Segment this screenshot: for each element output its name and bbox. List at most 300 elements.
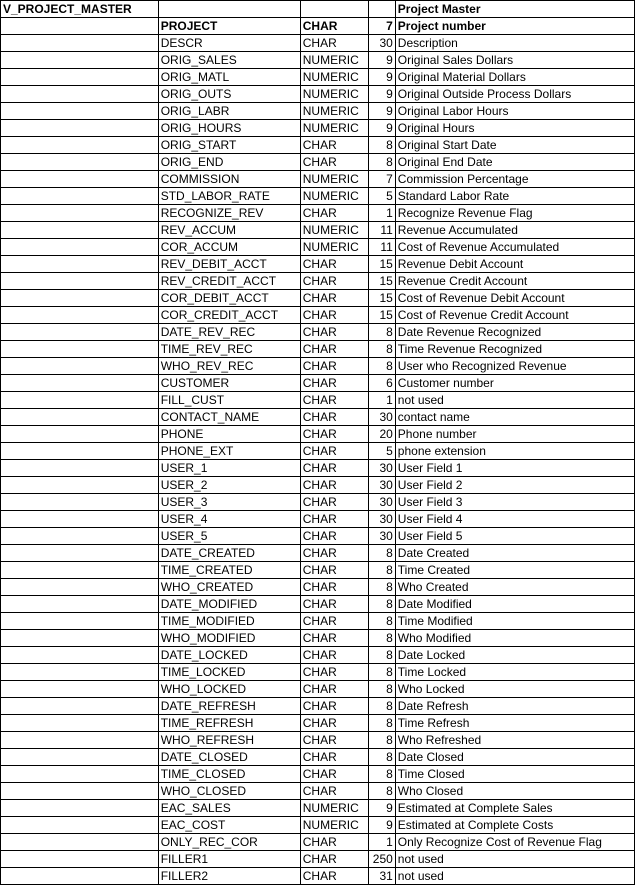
- table-name-cell-empty[interactable]: [1, 426, 159, 443]
- table-name-cell-empty[interactable]: [1, 52, 159, 69]
- field-type-cell[interactable]: CHAR: [300, 664, 368, 681]
- field-type-cell[interactable]: CHAR: [300, 749, 368, 766]
- field-name-cell[interactable]: FILL_CUST: [158, 392, 300, 409]
- field-type-cell[interactable]: CHAR: [300, 766, 368, 783]
- field-type-cell[interactable]: NUMERIC: [300, 239, 368, 256]
- field-length-cell[interactable]: 15: [368, 290, 395, 307]
- table-name-cell-empty[interactable]: [1, 188, 159, 205]
- field-description-cell[interactable]: Original Labor Hours: [395, 103, 634, 120]
- field-name-cell[interactable]: USER_3: [158, 494, 300, 511]
- table-name-cell-empty[interactable]: [1, 86, 159, 103]
- field-name-cell[interactable]: ORIG_OUTS: [158, 86, 300, 103]
- table-name-cell-empty[interactable]: [1, 137, 159, 154]
- field-type-cell[interactable]: CHAR: [300, 783, 368, 800]
- field-name-cell[interactable]: DATE_CLOSED: [158, 749, 300, 766]
- table-name-cell-empty[interactable]: [1, 851, 159, 868]
- field-type-cell[interactable]: NUMERIC: [300, 171, 368, 188]
- field-length-cell[interactable]: 1: [368, 205, 395, 222]
- field-description-cell[interactable]: Cost of Revenue Debit Account: [395, 290, 634, 307]
- field-description-cell[interactable]: Date Refresh: [395, 698, 634, 715]
- table-row: [1, 477, 635, 494]
- field-name-cell[interactable]: TIME_REV_REC: [158, 341, 300, 358]
- field-description-cell[interactable]: User Field 5: [395, 528, 634, 545]
- table-name-cell-empty[interactable]: [1, 443, 159, 460]
- field-type-cell[interactable]: CHAR: [300, 341, 368, 358]
- field-description-cell[interactable]: User Field 3: [395, 494, 634, 511]
- table-row: [1, 596, 635, 613]
- field-type-cell[interactable]: CHAR: [300, 375, 368, 392]
- field-length-cell[interactable]: 9: [368, 86, 395, 103]
- field-length-cell[interactable]: 8: [368, 647, 395, 664]
- table-row: [1, 273, 635, 290]
- table-name-cell-empty[interactable]: [1, 69, 159, 86]
- field-description-cell[interactable]: Date Locked: [395, 647, 634, 664]
- field-description-cell[interactable]: User Field 2: [395, 477, 634, 494]
- field-name-cell[interactable]: ORIG_HOURS: [158, 120, 300, 137]
- field-name-cell[interactable]: USER_2: [158, 477, 300, 494]
- field-length-cell[interactable]: 30: [368, 35, 395, 52]
- table-row: [1, 698, 635, 715]
- field-description-cell[interactable]: Standard Labor Rate: [395, 188, 634, 205]
- field-description-cell[interactable]: Who Locked: [395, 681, 634, 698]
- field-length-cell[interactable]: 7: [368, 18, 395, 35]
- table-row: [1, 205, 635, 222]
- table-row: [1, 443, 635, 460]
- field-length-cell[interactable]: 9: [368, 52, 395, 69]
- field-description-cell[interactable]: Revenue Credit Account: [395, 273, 634, 290]
- field-name-cell[interactable]: ORIG_LABR: [158, 103, 300, 120]
- table-name-cell-empty[interactable]: [1, 460, 159, 477]
- field-description-cell[interactable]: Description: [395, 35, 634, 52]
- field-name-cell[interactable]: DATE_REFRESH: [158, 698, 300, 715]
- field-description-cell[interactable]: Cost of Revenue Accumulated: [395, 239, 634, 256]
- table-name-cell-empty[interactable]: [1, 783, 159, 800]
- field-name-cell[interactable]: USER_4: [158, 511, 300, 528]
- table-name-cell-empty[interactable]: [1, 256, 159, 273]
- field-name-cell[interactable]: WHO_CREATED: [158, 579, 300, 596]
- field-type-cell[interactable]: CHAR: [300, 851, 368, 868]
- field-name-cell[interactable]: PHONE_EXT: [158, 443, 300, 460]
- empty-cell[interactable]: [368, 1, 395, 18]
- field-description-cell[interactable]: Time Created: [395, 562, 634, 579]
- field-length-cell[interactable]: 15: [368, 256, 395, 273]
- field-description-cell[interactable]: Only Recognize Cost of Revenue Flag: [395, 834, 634, 851]
- field-type-cell[interactable]: NUMERIC: [300, 86, 368, 103]
- table-name-cell-empty[interactable]: [1, 477, 159, 494]
- field-name-cell[interactable]: REV_DEBIT_ACCT: [158, 256, 300, 273]
- field-description-cell[interactable]: phone extension: [395, 443, 634, 460]
- table-row: [1, 120, 635, 137]
- field-name-cell[interactable]: ORIG_END: [158, 154, 300, 171]
- table-name-cell-empty[interactable]: [1, 732, 159, 749]
- table-row: [1, 188, 635, 205]
- field-description-cell[interactable]: Commission Percentage: [395, 171, 634, 188]
- field-type-cell[interactable]: CHAR: [300, 477, 368, 494]
- field-description-cell[interactable]: Cost of Revenue Credit Account: [395, 307, 634, 324]
- field-description-cell[interactable]: Time Refresh: [395, 715, 634, 732]
- field-length-cell[interactable]: 9: [368, 103, 395, 120]
- field-name-cell[interactable]: TIME_CREATED: [158, 562, 300, 579]
- field-name-cell[interactable]: USER_5: [158, 528, 300, 545]
- table-row: [1, 834, 635, 851]
- field-description-cell[interactable]: Time Revenue Recognized: [395, 341, 634, 358]
- field-description-cell[interactable]: Phone number: [395, 426, 634, 443]
- table-row: [1, 579, 635, 596]
- table-row: [1, 545, 635, 562]
- table-name-cell-empty[interactable]: [1, 494, 159, 511]
- field-length-cell[interactable]: 8: [368, 545, 395, 562]
- table-row: [1, 69, 635, 86]
- field-description-cell[interactable]: not used: [395, 868, 634, 885]
- table-name-cell-empty[interactable]: [1, 358, 159, 375]
- field-name-cell[interactable]: PROJECT: [158, 18, 300, 35]
- table-row: [1, 171, 635, 188]
- table-row: [1, 681, 635, 698]
- field-length-cell[interactable]: 30: [368, 409, 395, 426]
- field-type-cell[interactable]: CHAR: [300, 290, 368, 307]
- table-name-cell-empty[interactable]: [1, 715, 159, 732]
- field-description-cell[interactable]: Revenue Accumulated: [395, 222, 634, 239]
- field-length-cell[interactable]: 8: [368, 766, 395, 783]
- table-name-cell-empty[interactable]: [1, 868, 159, 885]
- field-length-cell[interactable]: 1: [368, 834, 395, 851]
- table-row: [1, 392, 635, 409]
- field-type-cell[interactable]: CHAR: [300, 18, 368, 35]
- field-name-cell[interactable]: WHO_CLOSED: [158, 783, 300, 800]
- table-row: [1, 783, 635, 800]
- field-type-cell[interactable]: CHAR: [300, 562, 368, 579]
- field-length-cell[interactable]: 30: [368, 528, 395, 545]
- field-length-cell[interactable]: 6: [368, 375, 395, 392]
- table-name-cell-empty[interactable]: [1, 392, 159, 409]
- field-description-cell[interactable]: Original Sales Dollars: [395, 52, 634, 69]
- field-description-cell[interactable]: Date Created: [395, 545, 634, 562]
- table-row: [1, 851, 635, 868]
- field-length-cell[interactable]: 8: [368, 562, 395, 579]
- field-description-cell[interactable]: User Field 1: [395, 460, 634, 477]
- field-description-cell[interactable]: Original Outside Process Dollars: [395, 86, 634, 103]
- field-type-cell[interactable]: CHAR: [300, 307, 368, 324]
- table-name-cell-empty[interactable]: [1, 154, 159, 171]
- field-length-cell[interactable]: 9: [368, 817, 395, 834]
- field-length-cell[interactable]: 8: [368, 137, 395, 154]
- field-length-cell[interactable]: 31: [368, 868, 395, 885]
- table-row: [1, 256, 635, 273]
- field-description-cell[interactable]: Who Closed: [395, 783, 634, 800]
- table-name-cell-empty[interactable]: [1, 511, 159, 528]
- field-length-cell[interactable]: 7: [368, 171, 395, 188]
- field-name-cell[interactable]: FILLER2: [158, 868, 300, 885]
- field-length-cell[interactable]: 9: [368, 800, 395, 817]
- table-row: [1, 154, 635, 171]
- field-type-cell[interactable]: CHAR: [300, 698, 368, 715]
- field-length-cell[interactable]: 11: [368, 222, 395, 239]
- field-name-cell[interactable]: WHO_LOCKED: [158, 681, 300, 698]
- field-name-cell[interactable]: USER_1: [158, 460, 300, 477]
- field-length-cell[interactable]: 8: [368, 732, 395, 749]
- field-type-cell[interactable]: CHAR: [300, 732, 368, 749]
- field-length-cell[interactable]: 8: [368, 681, 395, 698]
- field-type-cell[interactable]: CHAR: [300, 409, 368, 426]
- table-name-cell-empty[interactable]: [1, 698, 159, 715]
- table-name-cell-empty[interactable]: [1, 749, 159, 766]
- field-length-cell[interactable]: 8: [368, 341, 395, 358]
- field-name-cell[interactable]: WHO_REV_REC: [158, 358, 300, 375]
- field-name-cell[interactable]: FILLER1: [158, 851, 300, 868]
- field-name-cell[interactable]: DATE_CREATED: [158, 545, 300, 562]
- field-name-cell[interactable]: COR_ACCUM: [158, 239, 300, 256]
- table-row: [1, 749, 635, 766]
- field-type-cell[interactable]: CHAR: [300, 579, 368, 596]
- field-name-cell[interactable]: TIME_CLOSED: [158, 766, 300, 783]
- table-row: [1, 613, 635, 630]
- field-name-cell[interactable]: EAC_COST: [158, 817, 300, 834]
- field-length-cell[interactable]: 8: [368, 358, 395, 375]
- field-type-cell[interactable]: NUMERIC: [300, 69, 368, 86]
- field-type-cell[interactable]: CHAR: [300, 511, 368, 528]
- field-description-cell[interactable]: User Field 4: [395, 511, 634, 528]
- field-length-cell[interactable]: 30: [368, 477, 395, 494]
- field-description-cell[interactable]: not used: [395, 851, 634, 868]
- field-type-cell[interactable]: CHAR: [300, 868, 368, 885]
- field-name-cell[interactable]: RECOGNIZE_REV: [158, 205, 300, 222]
- table-name-cell-empty[interactable]: [1, 834, 159, 851]
- field-length-cell[interactable]: 30: [368, 494, 395, 511]
- field-name-cell[interactable]: DATE_MODIFIED: [158, 596, 300, 613]
- field-type-cell[interactable]: CHAR: [300, 324, 368, 341]
- field-length-cell[interactable]: 11: [368, 239, 395, 256]
- table-description-cell[interactable]: Project Master: [395, 1, 634, 18]
- field-description-cell[interactable]: Estimated at Complete Sales: [395, 800, 634, 817]
- table-body: [1, 1, 635, 885]
- table-name-cell-empty[interactable]: [1, 766, 159, 783]
- field-type-cell[interactable]: CHAR: [300, 35, 368, 52]
- table-name-cell-empty[interactable]: [1, 664, 159, 681]
- field-description-cell[interactable]: User who Recognized Revenue: [395, 358, 634, 375]
- field-length-cell[interactable]: 8: [368, 596, 395, 613]
- field-description-cell[interactable]: not used: [395, 392, 634, 409]
- table-row: [1, 817, 635, 834]
- table-row: [1, 358, 635, 375]
- field-name-cell[interactable]: CONTACT_NAME: [158, 409, 300, 426]
- table-row: [1, 375, 635, 392]
- field-type-cell[interactable]: CHAR: [300, 834, 368, 851]
- field-length-cell[interactable]: 9: [368, 120, 395, 137]
- field-length-cell[interactable]: 15: [368, 307, 395, 324]
- field-type-cell[interactable]: CHAR: [300, 426, 368, 443]
- field-description-cell[interactable]: Who Refreshed: [395, 732, 634, 749]
- table-row: [1, 290, 635, 307]
- field-name-cell[interactable]: ORIG_START: [158, 137, 300, 154]
- field-description-cell[interactable]: Date Closed: [395, 749, 634, 766]
- table-row: [1, 307, 635, 324]
- table-name-cell-empty[interactable]: [1, 375, 159, 392]
- field-name-cell[interactable]: COR_DEBIT_ACCT: [158, 290, 300, 307]
- field-length-cell[interactable]: 8: [368, 698, 395, 715]
- field-length-cell[interactable]: 8: [368, 579, 395, 596]
- field-type-cell[interactable]: CHAR: [300, 681, 368, 698]
- empty-cell[interactable]: [158, 1, 300, 18]
- field-name-cell[interactable]: TIME_REFRESH: [158, 715, 300, 732]
- table-row: [1, 18, 635, 35]
- table-name-cell-empty[interactable]: [1, 562, 159, 579]
- table-row: [1, 800, 635, 817]
- field-type-cell[interactable]: CHAR: [300, 613, 368, 630]
- field-name-cell[interactable]: COR_CREDIT_ACCT: [158, 307, 300, 324]
- field-name-cell[interactable]: WHO_REFRESH: [158, 732, 300, 749]
- field-type-cell[interactable]: CHAR: [300, 256, 368, 273]
- field-name-cell[interactable]: STD_LABOR_RATE: [158, 188, 300, 205]
- empty-cell[interactable]: [300, 1, 368, 18]
- field-length-cell[interactable]: 8: [368, 630, 395, 647]
- table-name-cell-empty[interactable]: [1, 545, 159, 562]
- field-description-cell[interactable]: Estimated at Complete Costs: [395, 817, 634, 834]
- table-row: [1, 239, 635, 256]
- field-type-cell[interactable]: CHAR: [300, 358, 368, 375]
- field-type-cell[interactable]: NUMERIC: [300, 188, 368, 205]
- field-length-cell[interactable]: 250: [368, 851, 395, 868]
- field-length-cell[interactable]: 8: [368, 715, 395, 732]
- field-type-cell[interactable]: CHAR: [300, 273, 368, 290]
- field-type-cell[interactable]: CHAR: [300, 154, 368, 171]
- field-type-cell[interactable]: NUMERIC: [300, 222, 368, 239]
- table-name-cell-empty[interactable]: [1, 596, 159, 613]
- field-description-cell[interactable]: Who Created: [395, 579, 634, 596]
- table-row: [1, 528, 635, 545]
- field-description-cell[interactable]: Time Closed: [395, 766, 634, 783]
- field-description-cell[interactable]: Project number: [395, 18, 634, 35]
- field-name-cell[interactable]: WHO_MODIFIED: [158, 630, 300, 647]
- field-description-cell[interactable]: Who Modified: [395, 630, 634, 647]
- field-name-cell[interactable]: PHONE: [158, 426, 300, 443]
- field-length-cell[interactable]: 8: [368, 749, 395, 766]
- field-type-cell[interactable]: NUMERIC: [300, 120, 368, 137]
- table-name-cell-empty[interactable]: [1, 273, 159, 290]
- table-row: [1, 868, 635, 885]
- field-description-cell[interactable]: Time Locked: [395, 664, 634, 681]
- table-name-cell-empty[interactable]: [1, 613, 159, 630]
- table-row: [1, 494, 635, 511]
- field-description-cell[interactable]: Date Revenue Recognized: [395, 324, 634, 341]
- field-name-cell[interactable]: DATE_REV_REC: [158, 324, 300, 341]
- field-type-cell[interactable]: NUMERIC: [300, 103, 368, 120]
- table-name-cell-empty[interactable]: [1, 409, 159, 426]
- field-type-cell[interactable]: NUMERIC: [300, 52, 368, 69]
- field-description-cell[interactable]: contact name: [395, 409, 634, 426]
- table-name-cell-empty[interactable]: [1, 817, 159, 834]
- table-name-cell-empty[interactable]: [1, 205, 159, 222]
- field-description-cell[interactable]: Time Modified: [395, 613, 634, 630]
- field-length-cell[interactable]: 15: [368, 273, 395, 290]
- table-name-cell-empty[interactable]: [1, 120, 159, 137]
- field-length-cell[interactable]: 30: [368, 460, 395, 477]
- field-name-cell[interactable]: CUSTOMER: [158, 375, 300, 392]
- table-name-cell-empty[interactable]: [1, 103, 159, 120]
- field-description-cell[interactable]: Customer number: [395, 375, 634, 392]
- table-name-cell-empty[interactable]: [1, 35, 159, 52]
- table-name-cell-empty[interactable]: [1, 647, 159, 664]
- table-row: [1, 460, 635, 477]
- table-row: [1, 324, 635, 341]
- table-name-cell-empty[interactable]: [1, 18, 159, 35]
- table-name-cell-empty[interactable]: [1, 171, 159, 188]
- field-name-cell[interactable]: ORIG_SALES: [158, 52, 300, 69]
- table-row: [1, 409, 635, 426]
- field-length-cell[interactable]: 5: [368, 188, 395, 205]
- field-type-cell[interactable]: CHAR: [300, 647, 368, 664]
- field-type-cell[interactable]: CHAR: [300, 137, 368, 154]
- field-length-cell[interactable]: 9: [368, 69, 395, 86]
- table-name-cell-empty[interactable]: [1, 681, 159, 698]
- table-name-cell-empty[interactable]: [1, 307, 159, 324]
- field-length-cell[interactable]: 20: [368, 426, 395, 443]
- field-type-cell[interactable]: CHAR: [300, 545, 368, 562]
- table-row: [1, 715, 635, 732]
- field-name-cell[interactable]: DATE_LOCKED: [158, 647, 300, 664]
- field-name-cell[interactable]: DESCR: [158, 35, 300, 52]
- table-name-cell-empty[interactable]: [1, 528, 159, 545]
- field-length-cell[interactable]: 8: [368, 783, 395, 800]
- field-description-cell[interactable]: Original End Date: [395, 154, 634, 171]
- table-name-cell-empty[interactable]: [1, 290, 159, 307]
- field-type-cell[interactable]: NUMERIC: [300, 817, 368, 834]
- field-length-cell[interactable]: 8: [368, 664, 395, 681]
- field-length-cell[interactable]: 5: [368, 443, 395, 460]
- field-name-cell[interactable]: REV_ACCUM: [158, 222, 300, 239]
- field-type-cell[interactable]: CHAR: [300, 715, 368, 732]
- field-length-cell[interactable]: 30: [368, 511, 395, 528]
- table-name-cell-empty[interactable]: [1, 341, 159, 358]
- field-type-cell[interactable]: CHAR: [300, 392, 368, 409]
- field-name-cell[interactable]: EAC_SALES: [158, 800, 300, 817]
- table-name-cell-empty[interactable]: [1, 222, 159, 239]
- field-description-cell[interactable]: Revenue Debit Account: [395, 256, 634, 273]
- table-name-cell-empty[interactable]: [1, 324, 159, 341]
- field-name-cell[interactable]: ONLY_REC_COR: [158, 834, 300, 851]
- table-name-cell[interactable]: V_PROJECT_MASTER: [1, 1, 159, 18]
- field-name-cell[interactable]: TIME_MODIFIED: [158, 613, 300, 630]
- table-name-cell-empty[interactable]: [1, 630, 159, 647]
- field-type-cell[interactable]: CHAR: [300, 528, 368, 545]
- field-name-cell[interactable]: COMMISSION: [158, 171, 300, 188]
- field-name-cell[interactable]: TIME_LOCKED: [158, 664, 300, 681]
- field-description-cell[interactable]: Date Modified: [395, 596, 634, 613]
- table-row: [1, 664, 635, 681]
- field-length-cell[interactable]: 1: [368, 392, 395, 409]
- table-name-cell-empty[interactable]: [1, 800, 159, 817]
- field-name-cell[interactable]: REV_CREDIT_ACCT: [158, 273, 300, 290]
- field-length-cell[interactable]: 8: [368, 154, 395, 171]
- table-row: [1, 86, 635, 103]
- field-type-cell[interactable]: CHAR: [300, 205, 368, 222]
- field-type-cell[interactable]: NUMERIC: [300, 800, 368, 817]
- field-length-cell[interactable]: 8: [368, 324, 395, 341]
- field-description-cell[interactable]: Original Start Date: [395, 137, 634, 154]
- table-name-cell-empty[interactable]: [1, 579, 159, 596]
- table-name-cell-empty[interactable]: [1, 239, 159, 256]
- field-description-cell[interactable]: Original Material Dollars: [395, 69, 634, 86]
- field-description-cell[interactable]: Recognize Revenue Flag: [395, 205, 634, 222]
- field-type-cell[interactable]: CHAR: [300, 494, 368, 511]
- field-description-cell[interactable]: Original Hours: [395, 120, 634, 137]
- field-type-cell[interactable]: CHAR: [300, 596, 368, 613]
- field-name-cell[interactable]: ORIG_MATL: [158, 69, 300, 86]
- field-type-cell[interactable]: CHAR: [300, 460, 368, 477]
- field-type-cell[interactable]: CHAR: [300, 630, 368, 647]
- field-length-cell[interactable]: 8: [368, 613, 395, 630]
- field-type-cell[interactable]: CHAR: [300, 443, 368, 460]
- table-row: [1, 341, 635, 358]
